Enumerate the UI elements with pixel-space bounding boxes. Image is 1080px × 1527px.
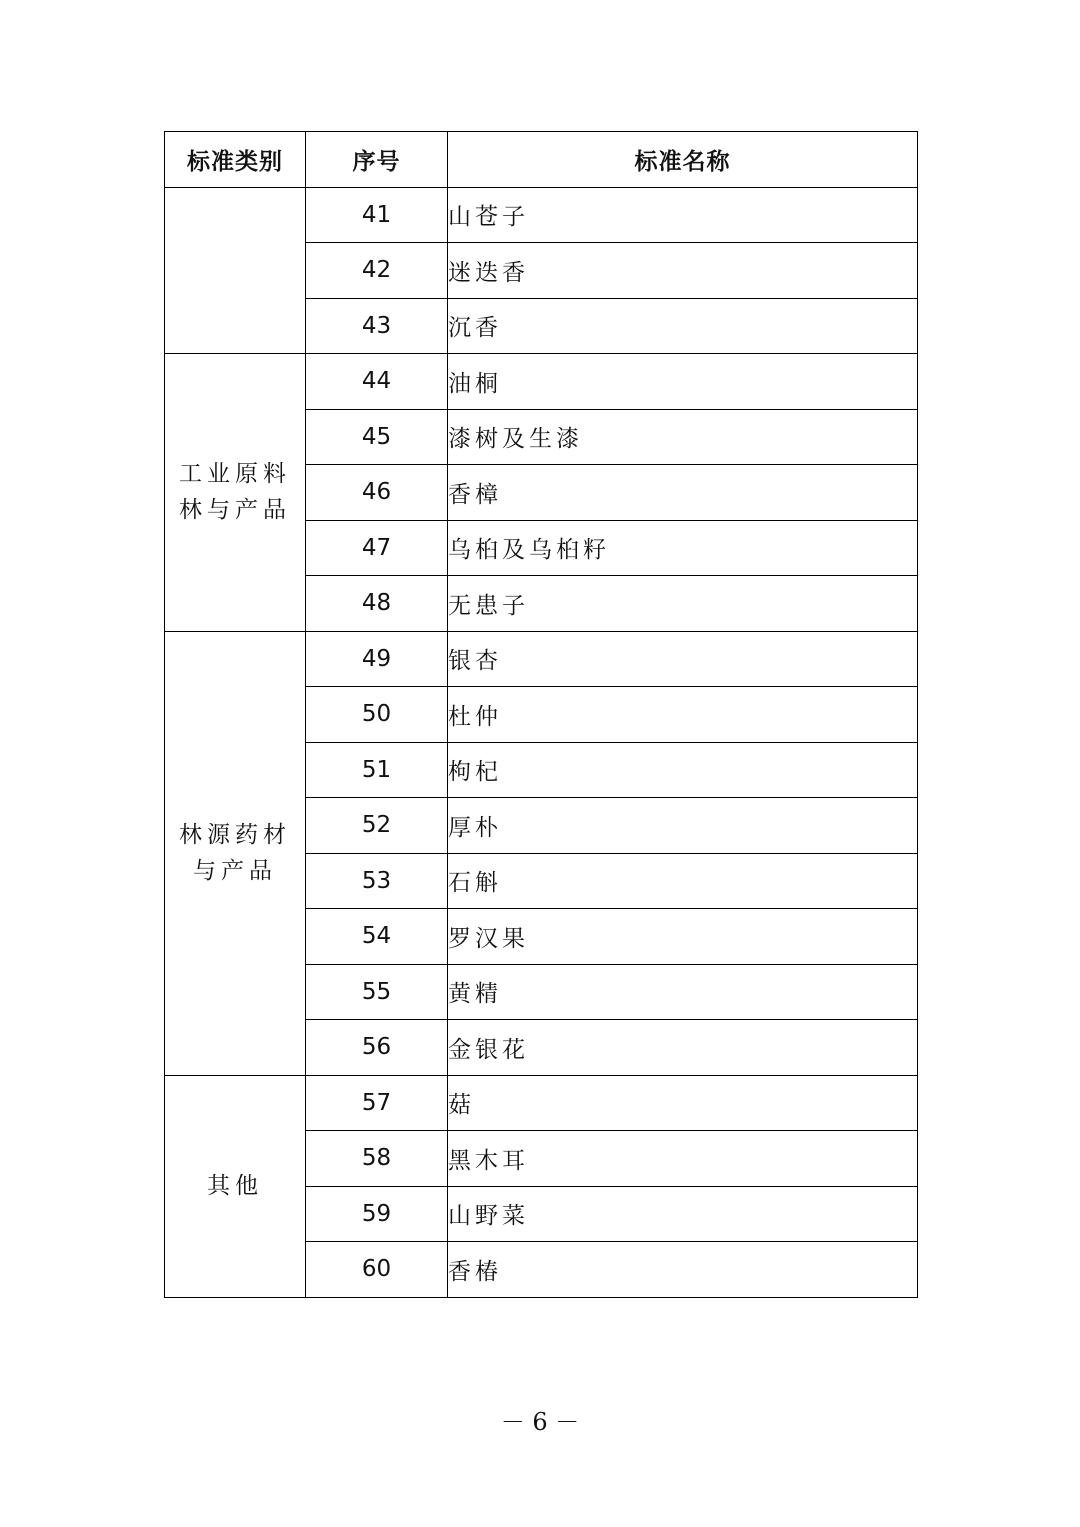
row-name: 山野菜	[448, 1186, 918, 1242]
row-number: 42	[306, 243, 448, 299]
row-number: 48	[306, 576, 448, 632]
header-number: 序号	[306, 132, 448, 188]
row-number: 58	[306, 1131, 448, 1187]
row-number: 59	[306, 1186, 448, 1242]
header-name: 标准名称	[448, 132, 918, 188]
category-label-line: 林源药材	[179, 822, 291, 848]
row-name: 杜仲	[448, 687, 918, 743]
header-category: 标准类别	[165, 132, 306, 188]
page-number: － 6 －	[500, 1408, 580, 1436]
row-name: 罗汉果	[448, 909, 918, 965]
category-cell	[165, 1075, 306, 1297]
row-number: 54	[306, 909, 448, 965]
row-number: 50	[306, 687, 448, 743]
row-name: 香樟	[448, 465, 918, 521]
category-cell	[165, 631, 306, 1075]
row-name: 漆树及生漆	[448, 409, 918, 465]
row-name: 香椿	[448, 1242, 918, 1298]
row-name: 山苍子	[448, 187, 918, 243]
row-number: 47	[306, 520, 448, 576]
row-number: 41	[306, 187, 448, 243]
category-cell	[165, 354, 306, 632]
row-number: 53	[306, 853, 448, 909]
row-number: 56	[306, 1020, 448, 1076]
row-number: 52	[306, 798, 448, 854]
table-header-row	[165, 132, 918, 188]
row-name: 银杏	[448, 631, 918, 687]
row-number: 45	[306, 409, 448, 465]
row-name: 石斛	[448, 853, 918, 909]
row-name: 黑木耳	[448, 1131, 918, 1187]
table-row	[165, 1075, 918, 1131]
row-name: 沉香	[448, 298, 918, 354]
row-name: 油桐	[448, 354, 918, 410]
row-name: 菇	[448, 1075, 918, 1131]
category-label-line: 林与产品	[179, 497, 291, 524]
row-number: 46	[306, 465, 448, 521]
table-row	[165, 631, 918, 687]
row-number: 43	[306, 298, 448, 354]
row-name: 无患子	[448, 576, 918, 632]
category-label-line: 工业原料	[179, 461, 291, 488]
row-number: 44	[306, 354, 448, 410]
row-name: 迷迭香	[448, 243, 918, 299]
table-row	[165, 354, 918, 410]
row-name: 厚朴	[448, 798, 918, 854]
row-number: 57	[306, 1075, 448, 1131]
row-number: 51	[306, 742, 448, 798]
category-label-line: 其他	[207, 1173, 263, 1199]
category-label-line: 与产品	[193, 858, 277, 884]
row-name: 乌桕及乌桕籽	[448, 520, 918, 576]
category-cell	[165, 187, 306, 354]
row-number: 55	[306, 964, 448, 1020]
standards-table	[164, 131, 918, 1298]
row-name: 黄精	[448, 964, 918, 1020]
row-number: 60	[306, 1242, 448, 1298]
row-number: 49	[306, 631, 448, 687]
row-name: 枸杞	[448, 742, 918, 798]
table-row	[165, 187, 918, 243]
row-name: 金银花	[448, 1020, 918, 1076]
